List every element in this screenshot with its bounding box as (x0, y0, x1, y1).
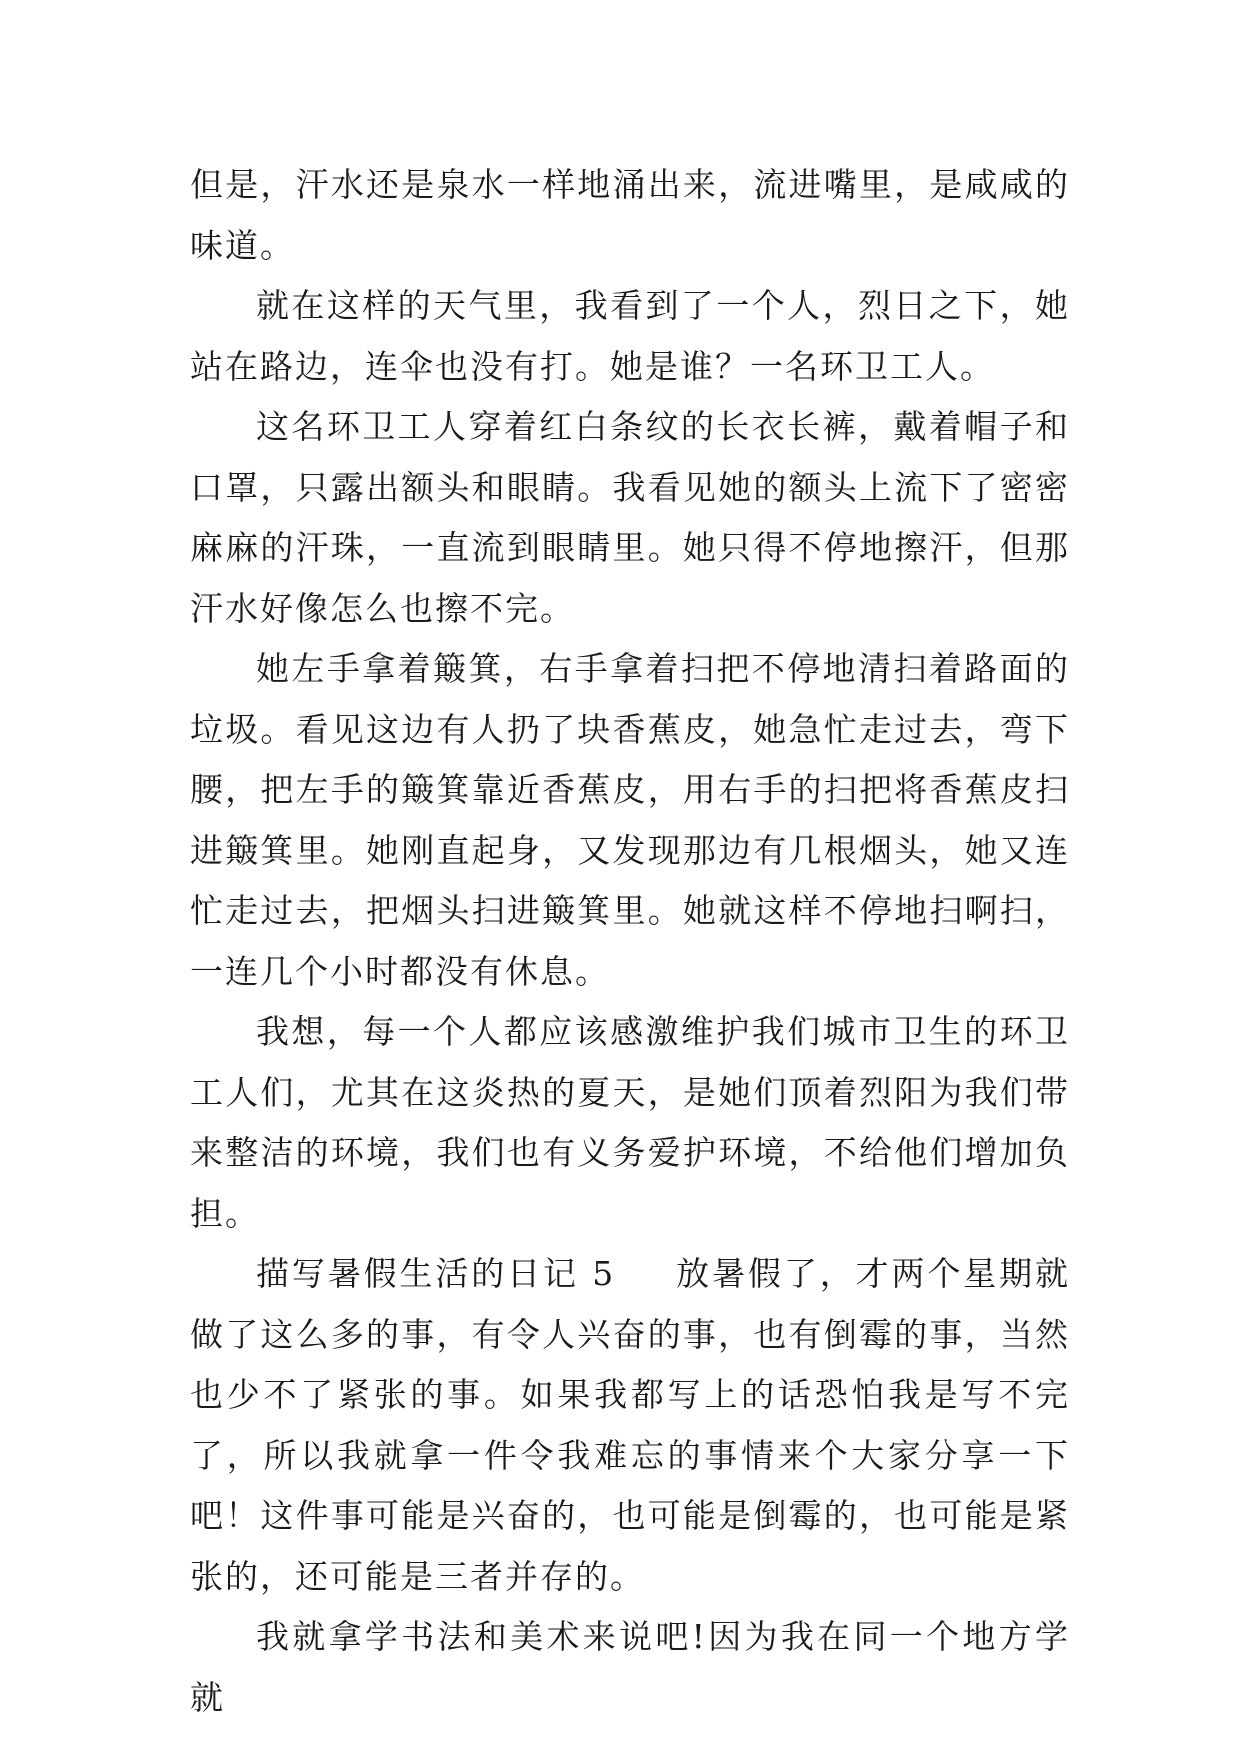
paragraph-6 (190, 1244, 1070, 1607)
paragraph-5 (190, 1002, 1070, 1244)
paragraph-2 (190, 276, 1070, 397)
paragraph-3 (190, 397, 1070, 639)
paragraph-6-text: 放暑假了，才两个星期就做了这么多的事，有令人兴奋的事，也有倒霉的事，当然也少不了紧张的事。如果我都写上的话恐怕我是写不完了，所以我就拿一件令我难忘的事情来个大家分享一下吧！这件事可能是兴奋的，也可能是倒霉的，也可能是紧张的，还可能是三者并存的。 (190, 1254, 1070, 1596)
paragraph-1-text: 但是，汗水还是泉水一样地涌出来，流进嘴里，是咸咸的味道。 (190, 165, 1070, 265)
paragraph-2-text: 就在这样的天气里，我看到了一个人，烈日之下，她站在路边，连伞也没有打。她是谁？一名环卫工人。 (190, 286, 1070, 386)
paragraph-3-text: 这名环卫工人穿着红白条纹的长衣长裤，戴着帽子和口罩，只露出额头和眼睛。我看见她的额头上流下了密密麻麻的汗珠，一直流到眼睛里。她只得不停地擦汗，但那汗水好像怎么也擦不完。 (190, 407, 1070, 628)
paragraph-7-text: 我就拿学书法和美术来说吧!因为我在同一个地方学就 (190, 1617, 1070, 1717)
paragraph-4-text: 她左手拿着簸箕，右手拿着扫把不停地清扫着路面的垃圾。看见这边有人扔了块香蕉皮，她急忙走过去，弯下腰，把左手的簸箕靠近香蕉皮，用右手的扫把将香蕉皮扫进簸箕里。她刚直起身，又发现那边有几根烟头，她又连忙走过去，把烟头扫进簸箕里。她就这样不停地扫啊扫，一连几个小时都没有休息。 (190, 649, 1070, 991)
document-body (190, 155, 1070, 1728)
paragraph-1 (190, 155, 1070, 276)
paragraph-5-text: 我想，每一个人都应该感激维护我们城市卫生的环卫工人们，尤其在这炎热的夏天，是她们顶着烈阳为我们带来整洁的环境，我们也有义务爱护环境，不给他们增加负担。 (190, 1012, 1070, 1233)
paragraph-7 (190, 1607, 1070, 1728)
diary-heading: 描写暑假生活的日记 5 (256, 1254, 616, 1293)
paragraph-4 (190, 639, 1070, 1002)
